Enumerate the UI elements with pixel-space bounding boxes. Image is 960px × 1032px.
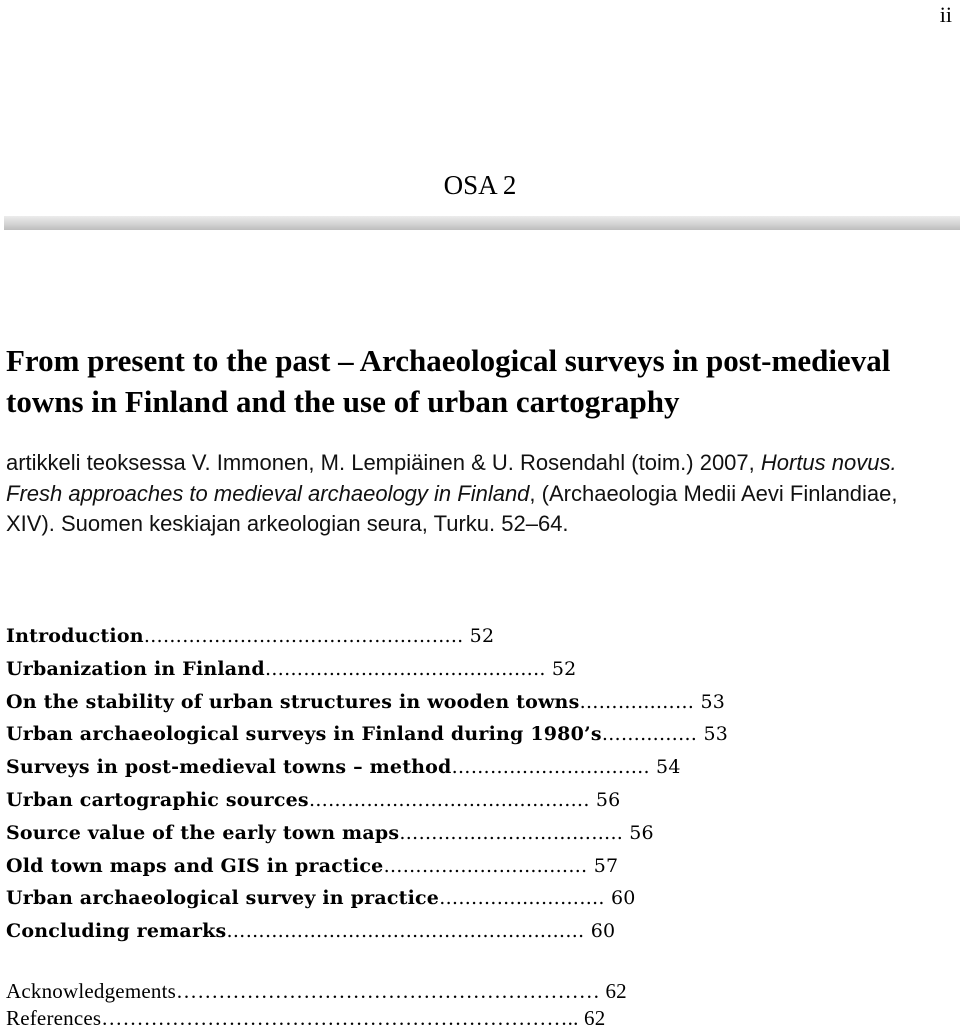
toc-leader: …………………………....………. xyxy=(308,788,590,811)
toc-entry-urbanization[interactable] xyxy=(6,653,806,686)
toc-entry-title: Introduction xyxy=(6,625,144,647)
toc-leader: …………………………………………..…… xyxy=(226,920,585,943)
toc-page-number: 56 xyxy=(595,788,621,811)
toc-leader: ………………………………………….. xyxy=(143,625,464,647)
citation-text-start: artikkeli teoksessa V. Immonen, M. Lempiäinen & U. Rosendahl (toim.) 2007, xyxy=(6,450,761,475)
toc-leader: ………………….....…… xyxy=(383,854,588,877)
toc-page-number: 62 xyxy=(584,1006,606,1030)
divider-bar xyxy=(4,216,960,230)
toc-page-number: 56 xyxy=(629,821,654,844)
toc-page-number: 57 xyxy=(593,854,619,877)
toc-entry-references[interactable] xyxy=(6,1005,627,1032)
toc-entry-title: Old town maps and GIS in practice xyxy=(6,854,384,877)
toc-entry-acknowledgements[interactable] xyxy=(6,978,627,1005)
toc-page-number: 60 xyxy=(590,920,616,943)
toc-entry-title: On the stability of urban structures in wooden towns xyxy=(6,690,580,713)
toc-page-number: 52 xyxy=(551,657,577,680)
toc-entry-title: Surveys in post-medieval towns – method xyxy=(6,756,452,779)
toc-entry-source-value[interactable] xyxy=(6,817,806,850)
citation-book-title: Hortus novus. Fresh approaches to medieval archaeology in Finland xyxy=(6,450,897,506)
toc-entry-cartographic-sources[interactable] xyxy=(6,784,806,817)
toc-leader: ………………………………………………………….. xyxy=(101,1006,579,1030)
toc-leader: ………...…… xyxy=(579,690,695,713)
toc-page-number: 53 xyxy=(703,723,729,746)
toc-leader: …………………………. xyxy=(451,756,650,779)
part-label: OSA 2 xyxy=(443,170,517,200)
page-number: ii xyxy=(939,2,952,27)
toc-entry-title: Urban cartographic sources xyxy=(6,788,309,811)
toc-entry-title: Urban archaeological survey in practice xyxy=(6,887,440,910)
toc-entry-title: Urbanization in Finland xyxy=(6,657,265,680)
toc-entry-gis[interactable] xyxy=(6,850,806,883)
toc-page-number: 60 xyxy=(610,887,636,910)
toc-page-number: 62 xyxy=(605,979,627,1003)
toc-entry-title: Concluding remarks xyxy=(6,920,227,943)
toc-entry-stability[interactable] xyxy=(6,686,806,719)
toc-page-number: 54 xyxy=(656,756,681,779)
table-of-contents xyxy=(6,620,806,948)
toc-entry-title: Source value of the early town maps xyxy=(6,821,400,844)
toc-entry-title: References xyxy=(6,1006,102,1030)
article-citation xyxy=(6,448,936,540)
citation-text-end: , (Archaeologia Medii Aevi Finlandiae, XIV). Suomen keskiajan arkeologian seura, Turku. 52–64. xyxy=(6,480,898,536)
toc-entry-title: Acknowledgements xyxy=(6,979,176,1003)
toc-leader: …………....………. xyxy=(439,887,605,910)
toc-page-number: 53 xyxy=(700,690,726,713)
toc-leader: …………………………….. xyxy=(399,821,623,844)
toc-entry-method[interactable] xyxy=(6,751,806,784)
toc-back-matter xyxy=(6,978,627,1032)
toc-entry-introduction[interactable] xyxy=(6,620,806,653)
toc-leader: …………………………………………………… xyxy=(176,979,600,1003)
toc-entry-concluding-remarks[interactable] xyxy=(6,915,806,948)
toc-leader: ……...…… xyxy=(601,723,698,746)
toc-entry-title: Urban archaeological surveys in Finland during 1980’s xyxy=(6,723,602,746)
toc-page-number: 52 xyxy=(469,625,495,647)
toc-entry-survey-practice[interactable] xyxy=(6,882,806,915)
toc-entry-surveys-1980s[interactable] xyxy=(6,718,806,751)
article-title: From present to the past – Archaeological surveys in post-medieval towns in Finland and the use of urban cartography xyxy=(6,343,891,419)
toc-leader: ……………………………...…….. xyxy=(264,657,546,680)
